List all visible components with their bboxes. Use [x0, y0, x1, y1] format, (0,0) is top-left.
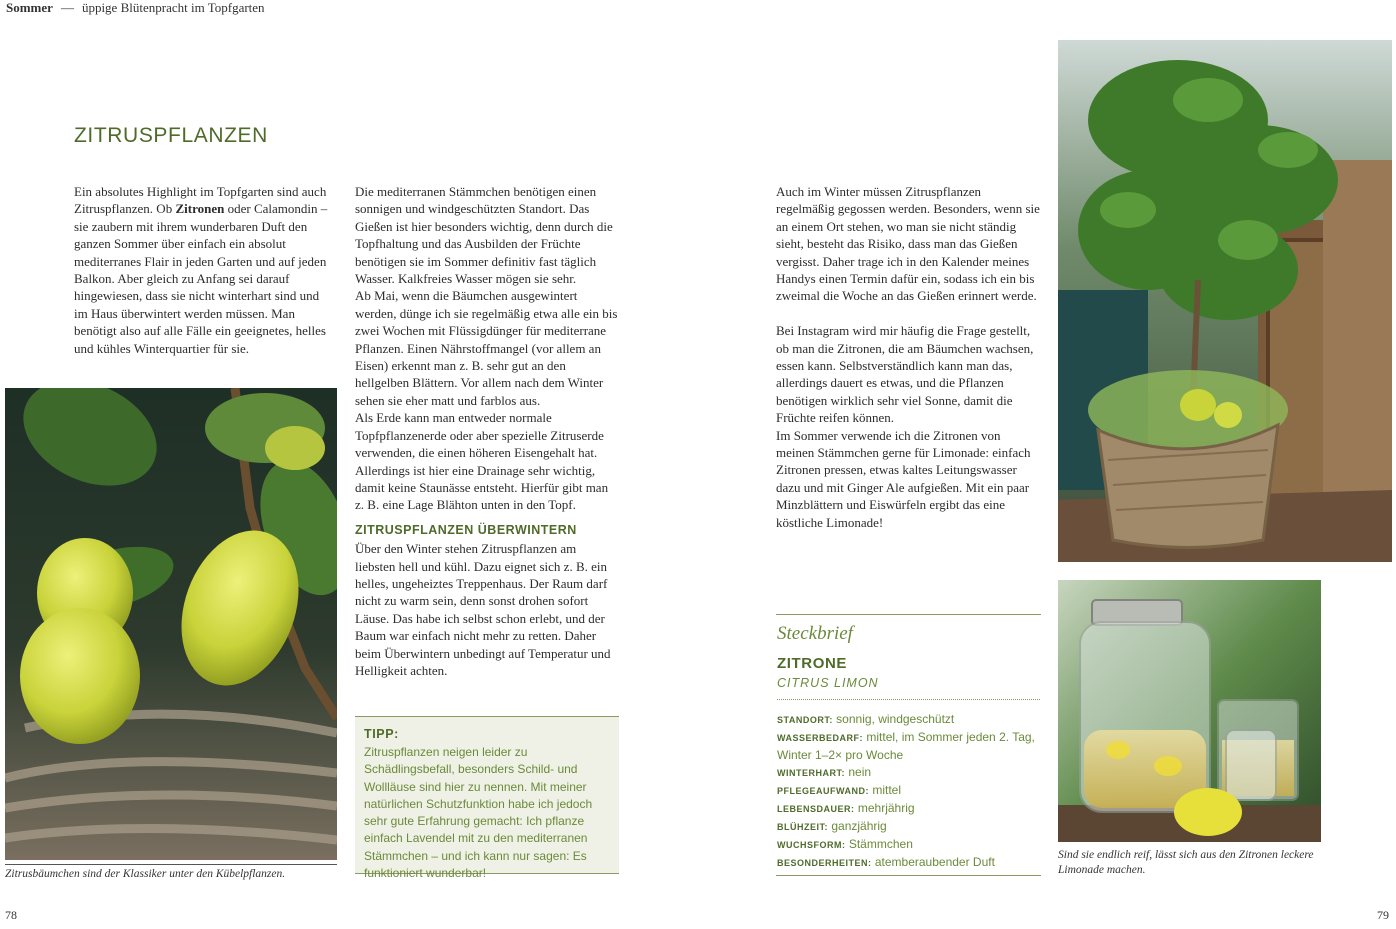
text-column-1 [74, 183, 332, 357]
profile-key: WASSERBEDARF: [777, 733, 864, 743]
photo-caption-left: Zitrusbäumchen sind der Klassiker unter den Kübelpflanzen. [5, 864, 337, 882]
profile-value: nein [848, 765, 872, 779]
profile-row [777, 836, 1039, 854]
paragraph: Im Sommer verwende ich die Zitronen von meinen Stämmchen gerne für Limonade: einfach Zitronen pressen, etwas kaltes Leitungswasser dazu und mit Ginger Ale aufgießen. Mit ein paar Minzblättern und Eiswürfeln ergibt das eine köstliche Limonade! [776, 427, 1031, 530]
profile-row [777, 782, 1039, 800]
paragraph: Über den Winter stehen Zitruspflanzen am liebsten hell und kühl. Dazu eignet sich z. B. ein helles, ungeheiztes Treppenhaus. Der Raum darf nicht zu warm sein, denn sonst drohen sofort Läuse. Das habe ich selbst schon erlebt, und der Baum war einfach nicht mehr zu retten. Daher beim Überwintern unbedingt auf Temperatur und Helligkeit achten. [355, 541, 611, 678]
lemon-photo [5, 388, 337, 860]
lemonade-photo [1058, 580, 1321, 842]
text-column-3 [776, 183, 1042, 531]
text-column-2 [355, 183, 619, 679]
profile-value: ganzjährig [831, 819, 887, 833]
profile-row [777, 818, 1039, 836]
plant-latin-name: CITRUS LIMON [777, 676, 879, 690]
profile-key: WINTERHART: [777, 768, 845, 778]
lemon-tree-image [1058, 40, 1392, 562]
paragraph: Auch im Winter müssen Zitruspflanzen regelmäßig gegossen werden. Besonders, wenn sie an einem Ort stehen, wo man sie nicht ständig sieht, besteht das Risiko, dass man das Gießen vergisst. Daher trage ich in den Kalender meines Handys einen Termin dafür ein, sodass ich ein bis zweimal die Woche an das Gießen erinnert werde. [776, 184, 1040, 304]
paragraph-text: oder Calamondin – sie zaubern mit ihrem wunderbaren Duft den ganzen Sommer über einfach ein absolut mediterranes Flair in jeden Garten und auf jeden Balkon. Aber gleich zu Anfang sei darauf hingewiesen, dass sie nicht winterhart sind und im Haus überwintert werden müssen. Man benötigt also auf alle Fälle ein geeignetes, helles und kühles Winterquartier für sie. [74, 201, 328, 356]
profile-value: mehrjährig [857, 801, 915, 815]
profile-value: Stämmchen [848, 837, 913, 851]
paragraph: Bei Instagram wird mir häufig die Frage gestellt, ob man die Zitronen, die am Bäumchen wachsen, essen kann. Selbstverständlich kann man das, allerdings dauert es etwas, und die Pflanzen benötigen wirklich sehr viel Sonne, damit die Früchte reifen können. [776, 323, 1034, 426]
profile-row [777, 729, 1039, 764]
running-head-dash: — [60, 0, 74, 15]
dotted-divider [777, 699, 1040, 700]
profile-row [777, 854, 1039, 872]
tip-box [355, 716, 619, 881]
page-number-left: 78 [5, 908, 17, 922]
paragraph: Ab Mai, wenn die Bäumchen ausgewintert werden, dünge ich sie regelmäßig etwa alle ein bis zwei Wochen mit Flüssigdünger für mediterrane Pflanzen. Einen Nährstoffmangel (vor allem an Eisen) erkennt man z. B. sehr gut an den hellgelben Blättern. Vor allem nach dem Winter sehen sie eher matt und farblos aus. [355, 288, 618, 408]
profile-key: BLÜHZEIT: [777, 822, 828, 832]
profile-key: PFLEGEAUFWAND: [777, 786, 869, 796]
profile-value: sonnig, windgeschützt [836, 712, 955, 726]
profile-row [777, 764, 1039, 782]
profile-value: mittel, im Sommer jeden 2. Tag, Winter 1–2× pro Woche [777, 730, 1035, 762]
profile-label: Steckbrief [777, 623, 853, 644]
profile-key: STANDORT: [777, 715, 833, 725]
lemonade-image [1058, 580, 1321, 842]
profile-key: LEBENSDAUER: [777, 804, 855, 814]
plant-name: ZITRONE [777, 655, 848, 672]
lemon-image [5, 388, 337, 860]
running-head-subtitle: üppige Blütenpracht im Topfgarten [81, 0, 265, 15]
profile-row [777, 711, 1039, 729]
lemon-tree-photo [1058, 40, 1392, 562]
paragraph-bold: Zitronen [175, 201, 225, 217]
paragraph: Als Erde kann man entweder normale Topfpflanzenerde oder aber spezielle Zitruserde verwenden, die einen höheren Eisengehalt hat. Allerdings ist hier eine Drainage sehr wichtig, damit keine Staunässe entsteht. Hierfür gibt man z. B. eine Lage Blähton unten in den Topf. [355, 410, 609, 513]
profile-key: BESONDERHEITEN: [777, 858, 872, 868]
profile-row [777, 800, 1039, 818]
section-subhead: ZITRUSPFLANZEN ÜBERWINTERN [355, 522, 577, 537]
photo-caption-right: Sind sie endlich reif, lässt sich aus den Zitronen leckere Limonade machen. [1058, 849, 1314, 876]
paragraph: Die mediterranen Stämmchen benötigen einen sonnigen und windgeschützten Standort. Das Gießen ist hier besonders wichtig, denn durch die Topfhaltung und das Ausbilden der Früchte benötigen sie im Sommer definitiv fast täglich Wasser. Kalkfreies Wasser mögen sie sehr. [355, 184, 613, 287]
profile-value: atemberaubender Duft [874, 855, 995, 869]
page-title: ZITRUSPFLANZEN [74, 124, 268, 147]
paragraph [74, 183, 332, 357]
page-number-right: 79 [1377, 908, 1389, 922]
tip-text: Zitruspflanzen neigen leider zu Schädlingsbefall, besonders Schild- und Wollläuse sind hier zu nennen. Mit meiner natürlichen Schutzfunktion habe ich jedoch sehr gute Erfahrung gemacht: Ich pflanze einfach Lavendel mit zu den mediterranen Stämmchen – und ich kann nur sagen: Es funktioniert wunderbar! [364, 745, 593, 881]
paragraph-text: Ein absolutes Highlight im Topfgarten sind auch Zitruspflanzen. Ob [74, 184, 327, 217]
profile-key: WUCHSFORM: [777, 840, 846, 850]
profile-value: mittel [872, 783, 902, 797]
running-head-section: Sommer [6, 0, 53, 15]
running-head [6, 0, 265, 16]
profile-box [776, 614, 1041, 876]
paragraph-gap [776, 305, 1042, 322]
profile-list [777, 711, 1039, 872]
tip-title: TIPP: [364, 727, 399, 741]
